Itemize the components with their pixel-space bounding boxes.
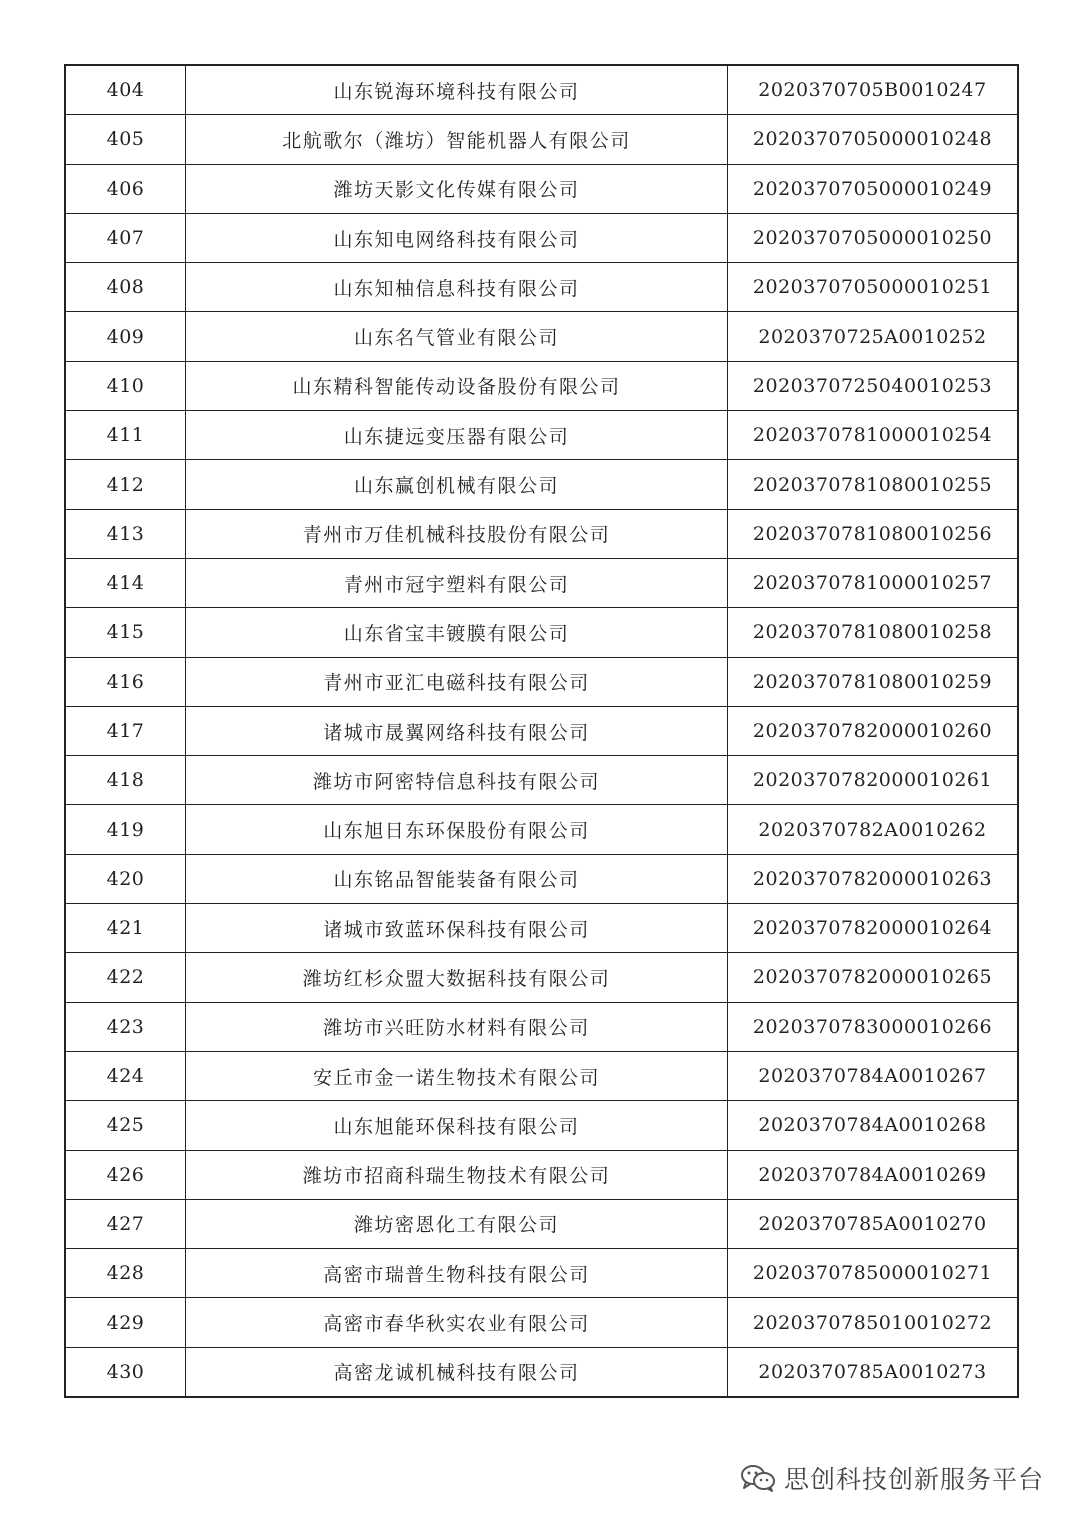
registration-code: 2020370781000010254 (728, 411, 1019, 460)
row-number: 418 (65, 756, 186, 805)
row-number: 410 (65, 361, 186, 410)
registration-code: 2020370782000010261 (728, 756, 1019, 805)
table-row (65, 657, 1018, 706)
watermark (740, 1458, 1044, 1498)
registration-code: 2020370705000010248 (728, 115, 1019, 164)
table-row (65, 1298, 1018, 1347)
row-number: 428 (65, 1249, 186, 1298)
company-name: 诸城市致蓝环保科技有限公司 (186, 904, 728, 953)
table-row (65, 805, 1018, 854)
registration-code: 2020370781080010256 (728, 509, 1019, 558)
company-name: 潍坊市招商科瑞生物技术有限公司 (186, 1150, 728, 1199)
table-row (65, 213, 1018, 262)
row-number: 409 (65, 312, 186, 361)
registration-code: 2020370781000010257 (728, 558, 1019, 607)
table-row (65, 361, 1018, 410)
table-row (65, 65, 1018, 115)
company-name: 潍坊市阿密特信息科技有限公司 (186, 756, 728, 805)
table-row (65, 854, 1018, 903)
row-number: 412 (65, 460, 186, 509)
table-row (65, 312, 1018, 361)
registration-code: 2020370725040010253 (728, 361, 1019, 410)
company-name: 山东精科智能传动设备股份有限公司 (186, 361, 728, 410)
company-name: 山东旭能环保科技有限公司 (186, 1101, 728, 1150)
row-number: 430 (65, 1347, 186, 1397)
company-name: 山东旭日东环保股份有限公司 (186, 805, 728, 854)
table-row (65, 1249, 1018, 1298)
registration-code: 2020370785000010271 (728, 1249, 1019, 1298)
row-number: 425 (65, 1101, 186, 1150)
registration-code: 2020370781080010255 (728, 460, 1019, 509)
row-number: 427 (65, 1199, 186, 1248)
company-name: 山东赢创机械有限公司 (186, 460, 728, 509)
row-number: 416 (65, 657, 186, 706)
table-row (65, 115, 1018, 164)
company-name: 山东捷远变压器有限公司 (186, 411, 728, 460)
company-name: 高密市瑞普生物科技有限公司 (186, 1249, 728, 1298)
company-name: 诸城市晟翼网络科技有限公司 (186, 706, 728, 755)
company-name: 青州市万佳机械科技股份有限公司 (186, 509, 728, 558)
registration-code: 2020370785A0010273 (728, 1347, 1019, 1397)
registration-code: 2020370784A0010267 (728, 1051, 1019, 1100)
table-row (65, 411, 1018, 460)
table-row (65, 263, 1018, 312)
row-number: 414 (65, 558, 186, 607)
row-number: 406 (65, 164, 186, 213)
registration-code: 2020370785A0010270 (728, 1199, 1019, 1248)
company-name: 潍坊市兴旺防水材料有限公司 (186, 1002, 728, 1051)
row-number: 405 (65, 115, 186, 164)
table-row (65, 904, 1018, 953)
registration-code: 2020370784A0010269 (728, 1150, 1019, 1199)
company-name: 潍坊天影文化传媒有限公司 (186, 164, 728, 213)
company-name: 山东锐海环境科技有限公司 (186, 65, 728, 115)
row-number: 424 (65, 1051, 186, 1100)
watermark-text: 思创科技创新服务平台 (783, 1465, 1044, 1494)
company-name: 高密市春华秋实农业有限公司 (186, 1298, 728, 1347)
registration-code: 2020370782000010263 (728, 854, 1019, 903)
registration-code: 2020370782000010260 (728, 706, 1019, 755)
table-row (65, 1199, 1018, 1248)
company-name: 青州市冠宇塑料有限公司 (186, 558, 728, 607)
registration-code: 2020370705000010249 (728, 164, 1019, 213)
registration-code: 2020370725A0010252 (728, 312, 1019, 361)
row-number: 404 (65, 65, 186, 115)
row-number: 413 (65, 509, 186, 558)
registration-code: 2020370783000010266 (728, 1002, 1019, 1051)
table-row (65, 1101, 1018, 1150)
registration-code: 2020370785010010272 (728, 1298, 1019, 1347)
row-number: 422 (65, 953, 186, 1002)
company-list-table (64, 64, 1019, 1398)
row-number: 417 (65, 706, 186, 755)
table-row (65, 1150, 1018, 1199)
company-name: 高密龙诚机械科技有限公司 (186, 1347, 728, 1397)
table-body (65, 65, 1018, 1397)
row-number: 429 (65, 1298, 186, 1347)
table-row (65, 558, 1018, 607)
table-row (65, 706, 1018, 755)
row-number: 423 (65, 1002, 186, 1051)
table-row (65, 953, 1018, 1002)
registration-code: 2020370705B0010247 (728, 65, 1019, 115)
company-name: 青州市亚汇电磁科技有限公司 (186, 657, 728, 706)
row-number: 426 (65, 1150, 186, 1199)
company-name: 北航歌尔（潍坊）智能机器人有限公司 (186, 115, 728, 164)
registration-code: 2020370781080010259 (728, 657, 1019, 706)
company-name: 潍坊红杉众盟大数据科技有限公司 (186, 953, 728, 1002)
table-row (65, 164, 1018, 213)
registration-code: 2020370784A0010268 (728, 1101, 1019, 1150)
row-number: 407 (65, 213, 186, 262)
company-name: 山东名气管业有限公司 (186, 312, 728, 361)
registration-code: 2020370705000010251 (728, 263, 1019, 312)
registration-code: 2020370782A0010262 (728, 805, 1019, 854)
row-number: 408 (65, 263, 186, 312)
table-row (65, 756, 1018, 805)
company-name: 山东知柚信息科技有限公司 (186, 263, 728, 312)
registration-code: 2020370782000010265 (728, 953, 1019, 1002)
company-name: 山东省宝丰镀膜有限公司 (186, 608, 728, 657)
table-row (65, 1002, 1018, 1051)
registration-code: 2020370781080010258 (728, 608, 1019, 657)
registration-code: 2020370782000010264 (728, 904, 1019, 953)
row-number: 421 (65, 904, 186, 953)
table-row (65, 460, 1018, 509)
table-row (65, 1347, 1018, 1397)
table-row (65, 608, 1018, 657)
row-number: 411 (65, 411, 186, 460)
company-name: 潍坊密恩化工有限公司 (186, 1199, 728, 1248)
row-number: 415 (65, 608, 186, 657)
company-name: 安丘市金一诺生物技术有限公司 (186, 1051, 728, 1100)
company-name: 山东铭品智能装备有限公司 (186, 854, 728, 903)
wechat-icon (740, 1463, 776, 1493)
row-number: 419 (65, 805, 186, 854)
company-name: 山东知电网络科技有限公司 (186, 213, 728, 262)
table-row (65, 509, 1018, 558)
table-row (65, 1051, 1018, 1100)
registration-code: 2020370705000010250 (728, 213, 1019, 262)
row-number: 420 (65, 854, 186, 903)
